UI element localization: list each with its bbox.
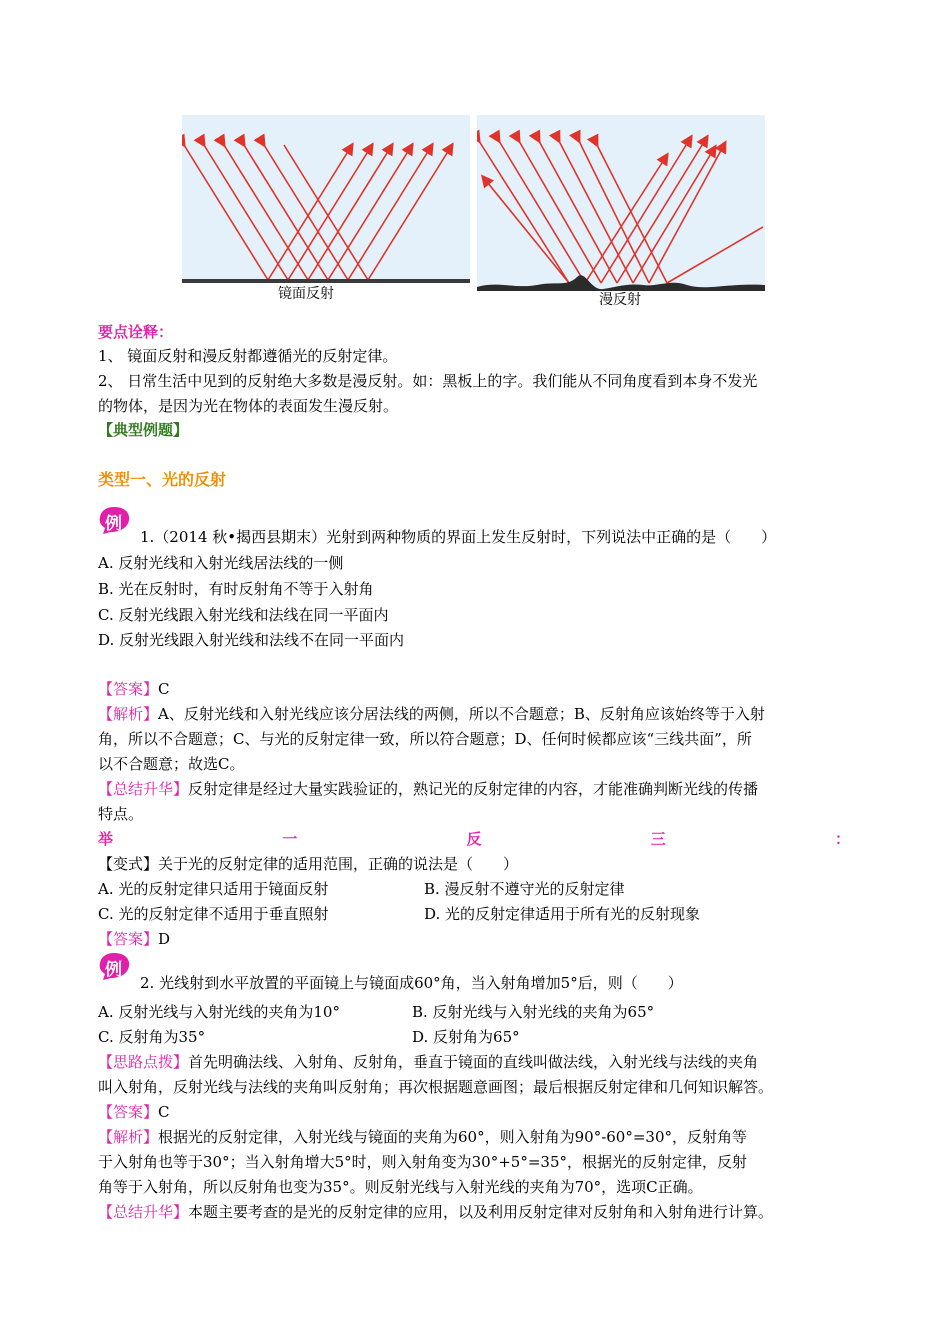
badge-text-2: 例 bbox=[105, 960, 122, 980]
key-points-heading: 要点诠释： bbox=[98, 323, 174, 341]
q2-option-b: B. 反射光线与入射光线的夹角为65° bbox=[412, 1003, 655, 1021]
jyfs-heading bbox=[98, 829, 850, 849]
q2-hint-1: 首先明确法线、入射角、反射角，垂直于镜面的直线叫做法线，入射光线与法线的夹角 bbox=[188, 1053, 759, 1071]
variant-option-b: B. 漫反射不遵守光的反射定律 bbox=[424, 880, 625, 898]
q2-analysis-1: 根据光的反射定律，入射光线与镜面的夹角为60°，则入射角为90°-60°=30°，反射角等 bbox=[158, 1128, 748, 1146]
q1-summary-1: 反射定律是经过大量实践验证的，熟记光的反射定律的内容，才能准确判断光线的传播 bbox=[188, 780, 759, 798]
q1-option-c: C. 反射光线跟入射光线和法线在同一平面内 bbox=[98, 606, 389, 624]
q1-answer: C bbox=[158, 680, 170, 698]
q2-analysis-3: 角等于入射角，所以反射角也变为35°。则反射光线与入射光线的夹角为70°，选项C正确。 bbox=[98, 1178, 703, 1196]
q1-stem: 1.（2014 秋•揭西县期末）光射到两种物质的界面上发生反射时，下列说法中正确的是（ ） bbox=[140, 528, 777, 546]
variant-option-a: A. 光的反射定律只适用于镜面反射 bbox=[98, 880, 329, 898]
q2-summary-line bbox=[98, 1202, 773, 1222]
q1-analysis-tag: 【解析】 bbox=[98, 705, 159, 723]
q1-answer-line bbox=[98, 679, 170, 699]
q2-summary: 本题主要考查的是光的反射定律的应用，以及利用反射定律对反射角和入射角进行计算。 bbox=[188, 1203, 774, 1221]
q2-analysis-tag: 【解析】 bbox=[98, 1128, 159, 1146]
variant-option-d: D. 光的反射定律适用于所有光的反射现象 bbox=[424, 905, 701, 923]
q1-summary-2: 特点。 bbox=[98, 805, 144, 823]
badge-text-1: 例 bbox=[105, 514, 122, 534]
examples-heading: 【典型例题】 bbox=[98, 421, 189, 439]
q1-option-a: A. 反射光线和入射光线居法线的一侧 bbox=[98, 554, 344, 572]
q2-hint-2: 叫入射角，反射光线与法线的夹角叫反射角；再次根据题意画图；最后根据反射定律和几何知识解答。 bbox=[98, 1078, 774, 1096]
q2-option-d: D. 反射角为65° bbox=[412, 1028, 520, 1046]
q1-analysis-1: A、反射光线和入射光线应该分居法线的两侧，所以不合题意；B、反射角应该始终等于入射 bbox=[158, 705, 765, 723]
diffuse-reflection-diagram bbox=[477, 115, 765, 307]
type1-heading: 类型一、光的反射 bbox=[98, 470, 227, 489]
q1-analysis-line1 bbox=[98, 704, 765, 724]
q1-analysis-2: 角，所以不合题意；C、与光的反射定律一致，所以符合题意；D、任何时候都应该“三线共面”，所 bbox=[98, 730, 752, 748]
jyfs-char-2: 一 bbox=[282, 830, 298, 848]
q1-analysis-3: 以不合题意；故选C。 bbox=[98, 755, 245, 773]
variant-answer-tag: 【答案】 bbox=[98, 930, 159, 948]
specular-reflection-figure bbox=[182, 115, 470, 303]
q2-option-c: C. 反射角为35° bbox=[98, 1028, 206, 1046]
key-point-2a: 2、 日常生活中见到的反射绝大多数是漫反射。如：黑板上的字。我们能从不同角度看到本身不发光 bbox=[98, 372, 758, 390]
specular-reflection-diagram bbox=[182, 115, 470, 303]
q2-answer-line bbox=[98, 1102, 170, 1122]
q2-analysis-2: 于入射角也等于30°；当入射角增大5°时，则入射角变为30°+5°=35°，根据光的反射定律，反射 bbox=[98, 1153, 747, 1171]
variant-option-c: C. 光的反射定律不适用于垂直照射 bbox=[98, 905, 329, 923]
example-badge-1 bbox=[97, 505, 131, 535]
q2-answer: C bbox=[158, 1103, 170, 1121]
jyfs-char-4: 三 bbox=[650, 830, 666, 848]
diffuse-caption: 漫反射 bbox=[599, 291, 641, 307]
variant-stem: 【变式】关于光的反射定律的适用范围，正确的说法是（ ） bbox=[98, 855, 519, 873]
specular-caption: 镜面反射 bbox=[278, 285, 334, 301]
q2-hint-line1 bbox=[98, 1052, 758, 1072]
jyfs-char-5: ： bbox=[834, 830, 850, 848]
q2-answer-tag: 【答案】 bbox=[98, 1103, 159, 1121]
variant-answer: D bbox=[158, 930, 171, 948]
variant-answer-line bbox=[98, 929, 170, 949]
jyfs-char-1: 举 bbox=[98, 830, 114, 848]
q1-summary-line1 bbox=[98, 779, 758, 799]
q2-option-a: A. 反射光线与入射光线的夹角为10° bbox=[98, 1003, 340, 1021]
q2-analysis-line1 bbox=[98, 1127, 747, 1147]
q2-hint-tag: 【思路点拨】 bbox=[98, 1053, 189, 1071]
q2-summary-tag: 【总结升华】 bbox=[98, 1203, 189, 1221]
q1-summary-tag: 【总结升华】 bbox=[98, 780, 189, 798]
q1-option-d: D. 反射光线跟入射光线和法线不在同一平面内 bbox=[98, 631, 405, 649]
jyfs-char-3: 反 bbox=[466, 830, 482, 848]
q1-option-b: B. 光在反射时，有时反射角不等于入射角 bbox=[98, 580, 374, 598]
diffuse-reflection-figure bbox=[477, 115, 765, 307]
q2-stem: 2. 光线射到水平放置的平面镜上与镜面成60°角，当入射角增加5°后，则（ ） bbox=[140, 974, 683, 992]
example-badge-2 bbox=[97, 951, 131, 981]
key-point-2b: 的物体，是因为光在物体的表面发生漫反射。 bbox=[98, 397, 399, 415]
key-point-1: 1、 镜面反射和漫反射都遵循光的反射定律。 bbox=[98, 347, 398, 365]
q1-answer-tag: 【答案】 bbox=[98, 680, 159, 698]
